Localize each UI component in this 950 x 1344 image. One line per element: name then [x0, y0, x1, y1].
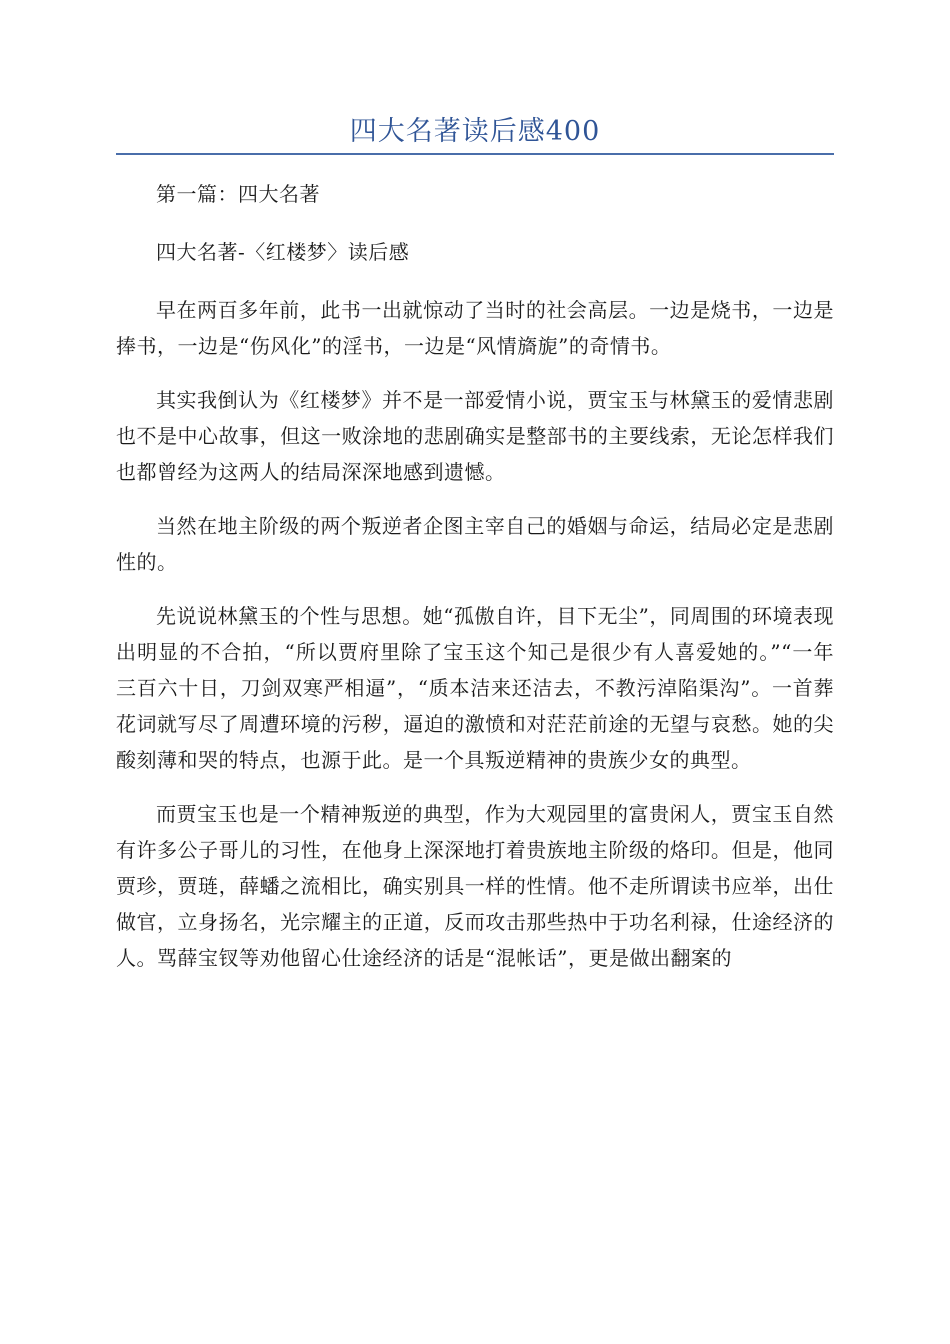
subsection-heading: 四大名著-〈红楼梦〉读后感 — [156, 240, 410, 264]
body-paragraph: 早在两百多年前，此书一出就惊动了当时的社会高层。一边是烧书，一边是捧书，一边是“伤风化”的淫书，一边是“风情旖旎”的奇情书。 — [116, 298, 834, 358]
document-title: 四大名著读后感400 — [349, 116, 601, 147]
body-paragraph: 当然在地主阶级的两个叛逆者企图主宰自己的婚姻与命运，结局必定是悲剧性的。 — [116, 514, 834, 574]
body-paragraph: 其实我倒认为《红楼梦》并不是一部爱情小说，贾宝玉与林黛玉的爱情悲剧也不是中心故事，但这一败涂地的悲剧确实是整部书的主要线索，无论怎样我们也都曾经为这两人的结局深深地感到遗憾。 — [116, 388, 834, 484]
title-underline — [116, 153, 834, 155]
section-heading: 第一篇：四大名著 — [156, 182, 320, 206]
body-paragraph: 而贾宝玉也是一个精神叛逆的典型，作为大观园里的富贵闲人，贾宝玉自然有许多公子哥儿的习性，在他身上深深地打着贵族地主阶级的烙印。但是，他同贾珍，贾琏，薛蟠之流相比，确实别具一样的性情。他不走所谓读书应举，出仕做官，立身扬名，光宗耀主的正道，反而攻击那些热中于功名利禄，仕途经济的人。骂薛宝钗等劝他留心仕途经济的话是“混帐话”，更是做出翻案的 — [116, 802, 834, 970]
body-paragraph: 先说说林黛玉的个性与思想。她“孤傲自许，目下无尘”，同周围的环境表现出明显的不合拍，“所以贾府里除了宝玉这个知己是很少有人喜爱她的。”“一年三百六十日，刀剑双寒严相逼”，“质本洁来还洁去，不教污淖陷渠沟”。一首葬花词就写尽了周遭环境的污秽，逼迫的激愤和对茫茫前途的无望与哀愁。她的尖酸刻薄和哭的特点，也源于此。是一个具叛逆精神的贵族少女的典型。 — [116, 604, 834, 772]
document-body — [116, 176, 834, 994]
